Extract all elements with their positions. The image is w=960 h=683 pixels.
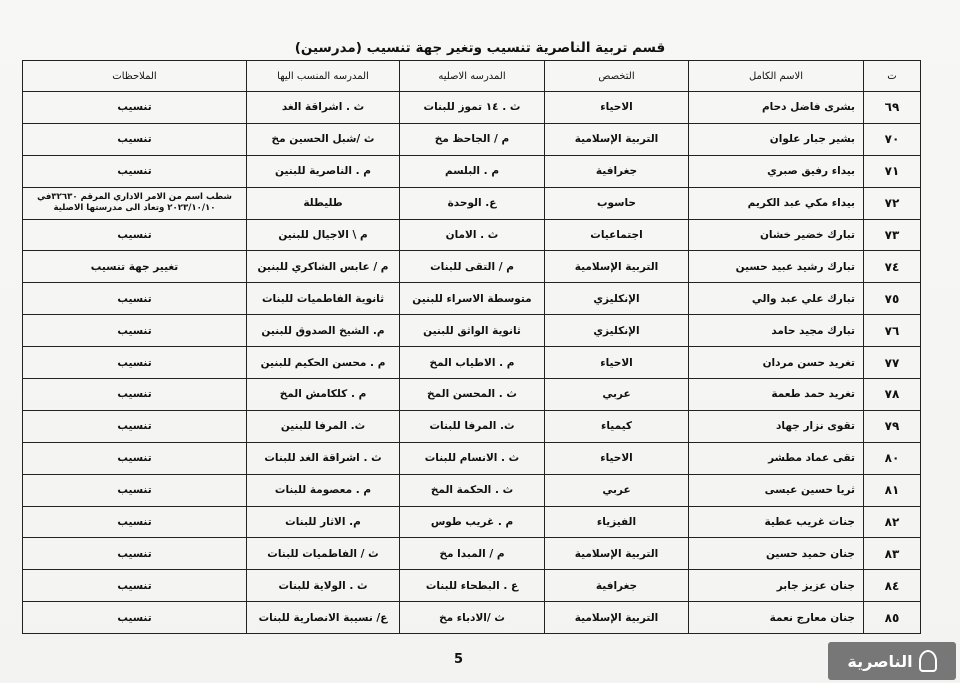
cell-origin-school: م / المبدا مخ [400, 538, 545, 570]
header-origin-school: المدرسه الاصليه [400, 61, 545, 92]
cell-name: تبارك رشيد عبيد حسين [689, 251, 864, 283]
table-row [23, 123, 921, 155]
table-row [23, 347, 921, 379]
cell-name: بيداء رفيق صبري [689, 155, 864, 187]
cell-origin-school: ثانوية الواثق للبنين [400, 315, 545, 347]
page-title: قسم تربية الناصرية تنسيب وتغير جهة تنسيب (مدرسين) [294, 40, 666, 56]
header-assigned-school: المدرسه المنسب اليها [247, 61, 400, 92]
cell-name: جنان عزيز جابر [689, 570, 864, 602]
table-row [23, 155, 921, 187]
cell-notes: تنسيب [23, 379, 247, 411]
cell-notes: تنسيب [23, 219, 247, 251]
cell-name: بيداء مكي عبد الكريم [689, 187, 864, 219]
cell-specialty: الاحياء [545, 442, 689, 474]
cell-name: تبارك خضير خشان [689, 219, 864, 251]
page-number: 5 [454, 652, 464, 667]
cell-seq: ٨٥ [864, 602, 921, 634]
cell-origin-school: ث . ١٤ تموز للبنات [400, 92, 545, 124]
cell-assigned-school: م. الاثار للبنات [247, 506, 400, 538]
cell-origin-school: ث. المرفا للبنات [400, 410, 545, 442]
cell-origin-school: ث . المحسن المخ [400, 379, 545, 411]
header-name: الاسم الكامل [689, 61, 864, 92]
cell-notes: تغيير جهة تنسيب [23, 251, 247, 283]
cell-assigned-school: ث . اشراقة الغد [247, 92, 400, 124]
cell-assigned-school: م . كلكامش المخ [247, 379, 400, 411]
cell-name: تغريد حسن مردان [689, 347, 864, 379]
cell-assigned-school: ث . اشراقة الغد للبنات [247, 442, 400, 474]
cell-name: بشرى فاضل دحام [689, 92, 864, 124]
cell-assigned-school: م . محسن الحكيم للبنين [247, 347, 400, 379]
cell-notes: تنسيب [23, 474, 247, 506]
cell-seq: ٧٣ [864, 219, 921, 251]
cell-seq: ٧٥ [864, 283, 921, 315]
table-row [23, 570, 921, 602]
cell-name: تقوى نزار جهاد [689, 410, 864, 442]
table-row [23, 379, 921, 411]
cell-seq: ٧٩ [864, 410, 921, 442]
cell-assigned-school: م. الشيخ الصدوق للبنين [247, 315, 400, 347]
cell-origin-school: م / التقى للبنات [400, 251, 545, 283]
cell-name: تبارك علي عبد والي [689, 283, 864, 315]
assignments-table [22, 60, 921, 634]
cell-name: تغريد حمد طعمة [689, 379, 864, 411]
cell-seq: ٧٨ [864, 379, 921, 411]
table-row [23, 283, 921, 315]
cell-assigned-school: م . معصومة للبنات [247, 474, 400, 506]
table-row [23, 92, 921, 124]
cell-seq: ٨٤ [864, 570, 921, 602]
cell-notes: تنسيب [23, 442, 247, 474]
cell-assigned-school: ثانوية الفاطميات للبنات [247, 283, 400, 315]
watermark-logo [828, 642, 956, 680]
table-row [23, 474, 921, 506]
table-row [23, 602, 921, 634]
table-row [23, 315, 921, 347]
cell-seq: ٧٠ [864, 123, 921, 155]
cell-specialty: عربي [545, 379, 689, 411]
cell-assigned-school: ث / الفاطميات للبنات [247, 538, 400, 570]
table-row [23, 506, 921, 538]
cell-seq: ٨٠ [864, 442, 921, 474]
cell-seq: ٨١ [864, 474, 921, 506]
table-header-row [23, 61, 921, 92]
cell-origin-school: م . غريب طوس [400, 506, 545, 538]
cell-assigned-school: طليطلة [247, 187, 400, 219]
cell-origin-school: متوسطة الاسراء للبنين [400, 283, 545, 315]
cell-specialty: كيمياء [545, 410, 689, 442]
cell-origin-school: ث . الامان [400, 219, 545, 251]
cell-notes: تنسيب [23, 92, 247, 124]
cell-specialty: الاحياء [545, 92, 689, 124]
cell-specialty: حاسوب [545, 187, 689, 219]
cell-specialty: جغرافية [545, 570, 689, 602]
cell-seq: ٨٣ [864, 538, 921, 570]
cell-assigned-school: م \ الاجيال للبنين [247, 219, 400, 251]
cell-seq: ٧٢ [864, 187, 921, 219]
cell-notes: تنسيب [23, 155, 247, 187]
table-row [23, 187, 921, 219]
cell-seq: ٧١ [864, 155, 921, 187]
cell-notes: تنسيب [23, 506, 247, 538]
cell-notes: شطب اسم من الامر الاداري المرقم ٣٢٦٣٠في ٢٠٢٣/١٠/١٠ وتعاد الى مدرستها الاصلية [23, 187, 247, 219]
table-row [23, 410, 921, 442]
cell-assigned-school: ث. المرفا للبنين [247, 410, 400, 442]
cell-name: جنان حميد حسين [689, 538, 864, 570]
cell-name: ثريا حسين عيسى [689, 474, 864, 506]
cell-notes: تنسيب [23, 283, 247, 315]
cell-assigned-school: م / عابس الشاكري للبنين [247, 251, 400, 283]
cell-name: تقى عماد مطشر [689, 442, 864, 474]
cell-notes: تنسيب [23, 315, 247, 347]
table-row [23, 251, 921, 283]
cell-name: جنات غريب عطية [689, 506, 864, 538]
cell-notes: تنسيب [23, 538, 247, 570]
cell-assigned-school: ث /شبل الحسين مخ [247, 123, 400, 155]
cell-origin-school: ث . الحكمة المخ [400, 474, 545, 506]
cell-specialty: جغرافية [545, 155, 689, 187]
cell-seq: ٦٩ [864, 92, 921, 124]
cell-assigned-school: ث . الولاية للبنات [247, 570, 400, 602]
logo-icon [919, 650, 937, 672]
cell-assigned-school: م . الناصرية للبنين [247, 155, 400, 187]
cell-specialty: الاحياء [545, 347, 689, 379]
cell-assigned-school: ع/ نسيبة الانصارية للبنات [247, 602, 400, 634]
cell-specialty: الإنكليزي [545, 315, 689, 347]
cell-origin-school: ع. الوحدة [400, 187, 545, 219]
cell-origin-school: م . البلسم [400, 155, 545, 187]
logo-text: الناصرية [847, 651, 913, 671]
header-seq: ت [864, 61, 921, 92]
cell-specialty: عربي [545, 474, 689, 506]
cell-seq: ٨٢ [864, 506, 921, 538]
cell-specialty: الإنكليزي [545, 283, 689, 315]
cell-seq: ٧٦ [864, 315, 921, 347]
cell-notes: تنسيب [23, 602, 247, 634]
cell-specialty: التربية الإسلامية [545, 251, 689, 283]
header-specialty: التخصص [545, 61, 689, 92]
cell-origin-school: م / الجاحظ مخ [400, 123, 545, 155]
cell-origin-school: ث /الادباء مخ [400, 602, 545, 634]
table-row [23, 538, 921, 570]
cell-name: تبارك مجيد حامد [689, 315, 864, 347]
cell-name: جنان معارج نعمة [689, 602, 864, 634]
cell-specialty: الفيزياء [545, 506, 689, 538]
cell-specialty: التربية الإسلامية [545, 538, 689, 570]
cell-specialty: التربية الإسلامية [545, 123, 689, 155]
cell-notes: تنسيب [23, 123, 247, 155]
cell-specialty: التربية الإسلامية [545, 602, 689, 634]
table-row [23, 219, 921, 251]
cell-origin-school: م . الاطياب المخ [400, 347, 545, 379]
cell-seq: ٧٧ [864, 347, 921, 379]
cell-seq: ٧٤ [864, 251, 921, 283]
table-row [23, 442, 921, 474]
cell-notes: تنسيب [23, 347, 247, 379]
cell-notes: تنسيب [23, 570, 247, 602]
cell-origin-school: ع . البطحاء للبنات [400, 570, 545, 602]
header-notes: الملاحظات [23, 61, 247, 92]
cell-name: بشير جبار علوان [689, 123, 864, 155]
cell-specialty: اجتماعيات [545, 219, 689, 251]
cell-notes: تنسيب [23, 410, 247, 442]
cell-origin-school: ث . الانسام للبنات [400, 442, 545, 474]
